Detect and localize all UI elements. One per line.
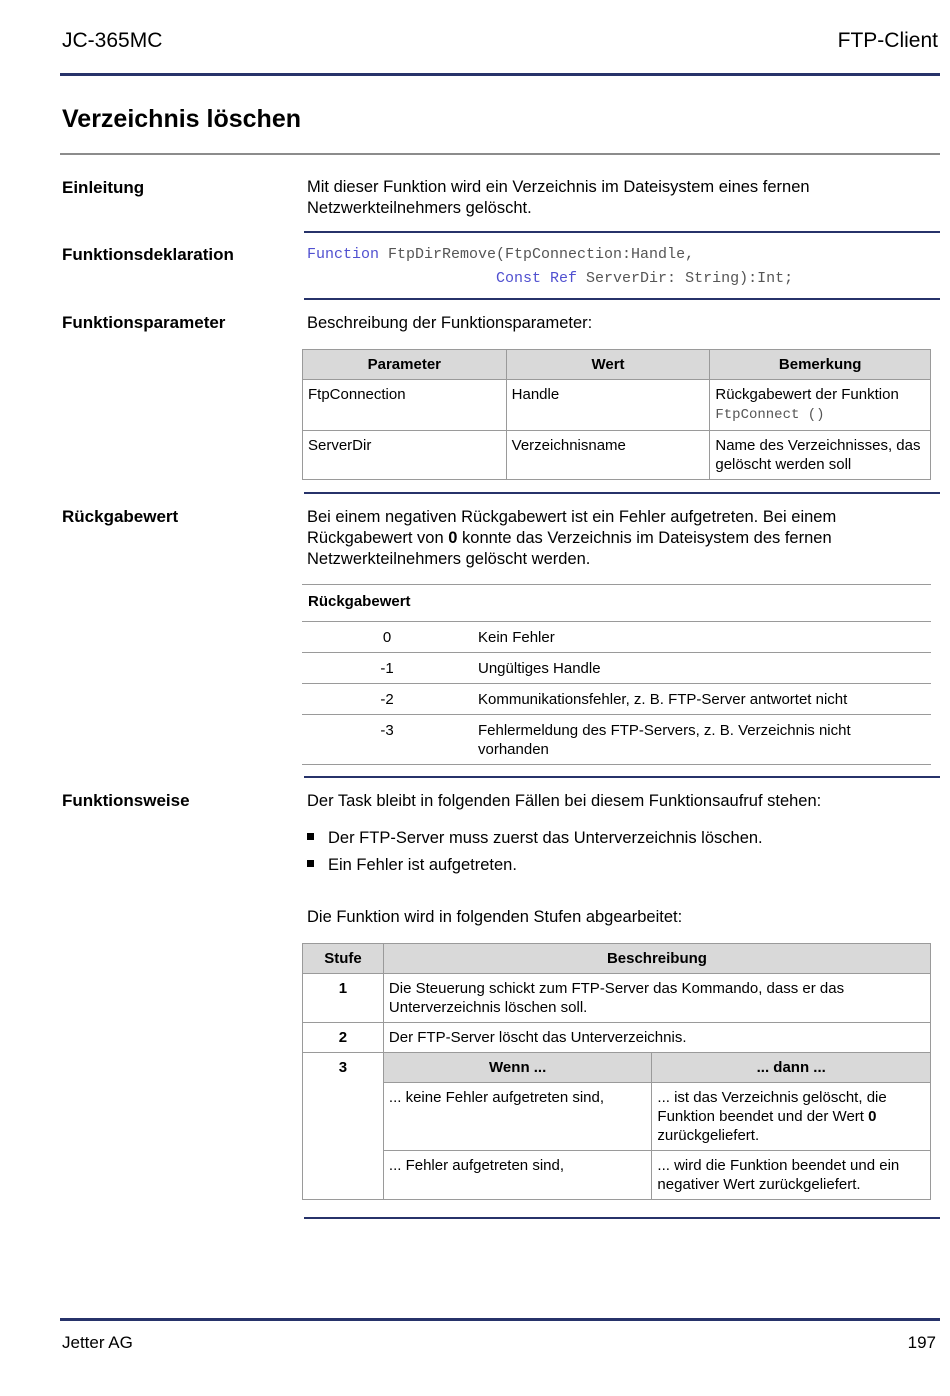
section-label-rueckgabe: Rückgabewert (62, 507, 179, 526)
table-header-cell: Parameter (303, 350, 507, 380)
text-run: konnte das Verzeichnis im Dateisystem des fernen Netzwerkteilnehmers gelöscht werden. (307, 529, 832, 568)
table-header-cell: Wert (506, 350, 710, 380)
stage-number: 3 (303, 1053, 384, 1200)
section-separator (304, 1217, 940, 1219)
header-rule (60, 73, 940, 76)
text-run: zurückgeliefert. (657, 1127, 760, 1144)
section-label-parameter: Funktionsparameter (62, 313, 226, 332)
table-header-cell: Stufe (303, 944, 384, 974)
table-cell: FtpConnection (303, 380, 507, 431)
stages-intro: Die Funktion wird in folgenden Stufen abgearbeitet: (307, 908, 683, 926)
table-header-row (303, 350, 931, 380)
page-title: Verzeichnis löschen (62, 105, 301, 133)
return-code: -3 (302, 715, 472, 765)
table-header-cell: Rückgabewert (302, 585, 931, 622)
section-label-funktionsweise: Funktionsweise (62, 791, 190, 810)
code-text: ServerDir: String):Int; (577, 270, 794, 287)
condition-cell: ... keine Fehler aufgetreten sind, (383, 1083, 652, 1151)
table-header-cell: Wenn ... (383, 1053, 652, 1083)
stage-description: Die Steuerung schickt zum FTP-Server das Kommando, dass er das Unterverzeichnis löschen soll. (383, 974, 930, 1023)
result-cell (652, 1083, 931, 1151)
text-run: Bei einem negativen Rückgabewert ist ein Fehler aufgetreten. Bei einem Rückgabewert von (307, 508, 837, 547)
section-separator (304, 231, 940, 233)
footer-company: Jetter AG (62, 1333, 133, 1352)
bullet-square-icon (307, 833, 314, 840)
title-rule (60, 153, 940, 155)
stage-number: 2 (303, 1023, 384, 1053)
bullet-square-icon (307, 860, 314, 867)
result-cell: ... wird die Funktion beendet und ein negativer Wert zurückgeliefert. (652, 1151, 931, 1200)
einleitung-text: Mit dieser Funktion wird ein Verzeichnis im Dateisystem eines fernen Netzwerkteilnehmers gelöscht. (307, 178, 810, 217)
funktionsweise-intro: Der Task bleibt in folgenden Fällen bei diesem Funktionsaufruf stehen: (307, 792, 822, 810)
table-cell: Verzeichnisname (506, 431, 710, 480)
bullet-item (307, 856, 517, 875)
table-cell: ServerDir (303, 431, 507, 480)
table-row (303, 1151, 931, 1200)
table-row (302, 684, 931, 715)
return-code: 0 (302, 622, 472, 653)
return-code: -2 (302, 684, 472, 715)
bullet-text: Ein Fehler ist aufgetreten. (328, 856, 517, 874)
table-row (303, 1083, 931, 1151)
table-row (303, 380, 931, 431)
footer-rule (60, 1318, 940, 1321)
section-separator (304, 492, 940, 494)
parameter-intro: Beschreibung der Funktionsparameter: (307, 314, 593, 332)
table-header-cell: Bemerkung (710, 350, 931, 380)
header-chapter: FTP-Client (837, 29, 938, 52)
table-row (303, 431, 931, 480)
code-text: FtpDirRemove(FtpConnection:Handle, (379, 246, 695, 263)
rueckgabe-text (307, 507, 927, 570)
condition-cell: ... Fehler aufgetreten sind, (383, 1151, 652, 1200)
return-description: Fehlermeldung des FTP-Servers, z. B. Verzeichnis nicht vorhanden (472, 715, 931, 765)
return-description: Ungültiges Handle (472, 653, 931, 684)
table-row (302, 622, 931, 653)
bullet-text: Der FTP-Server muss zuerst das Unterverzeichnis löschen. (328, 829, 763, 847)
header-product: JC-365MC (62, 29, 163, 52)
table-header-row (303, 944, 931, 974)
table-cell (710, 380, 931, 431)
text-run: ... ist das Verzeichnis gelöscht, die Funktion beendet und der Wert (657, 1089, 887, 1125)
table-header-row (302, 585, 931, 622)
table-cell: Handle (506, 380, 710, 431)
function-declaration (307, 243, 793, 291)
remark-code: FtpConnect () (715, 407, 825, 423)
section-label-deklaration: Funktionsdeklaration (62, 245, 234, 264)
code-keyword: Const Ref (496, 270, 578, 287)
table-row (302, 715, 931, 765)
return-code: -1 (302, 653, 472, 684)
section-separator (304, 298, 940, 300)
table-row (302, 653, 931, 684)
bullet-item (307, 829, 763, 848)
stage-number: 1 (303, 974, 384, 1023)
return-value-table (302, 584, 931, 765)
table-header-cell: ... dann ... (652, 1053, 931, 1083)
table-row (303, 1023, 931, 1053)
remark-text: Rückgabewert der Funktion (715, 386, 899, 403)
parameter-table (302, 349, 931, 480)
page-number: 197 (907, 1333, 936, 1352)
code-keyword: Function (307, 246, 380, 263)
stages-table (302, 943, 931, 1200)
return-description: Kommunikationsfehler, z. B. FTP-Server antwortet nicht (472, 684, 931, 715)
table-cell: Name des Verzeichnisses, das gelöscht werden soll (710, 431, 931, 480)
text-bold: 0 (448, 529, 458, 547)
table-header-cell: Beschreibung (383, 944, 930, 974)
text-bold: 0 (868, 1108, 877, 1125)
table-row (303, 1053, 931, 1083)
return-description: Kein Fehler (472, 622, 931, 653)
stage-description: Der FTP-Server löscht das Unterverzeichnis. (383, 1023, 930, 1053)
section-separator (304, 776, 940, 778)
section-label-einleitung: Einleitung (62, 178, 145, 197)
table-row (303, 974, 931, 1023)
